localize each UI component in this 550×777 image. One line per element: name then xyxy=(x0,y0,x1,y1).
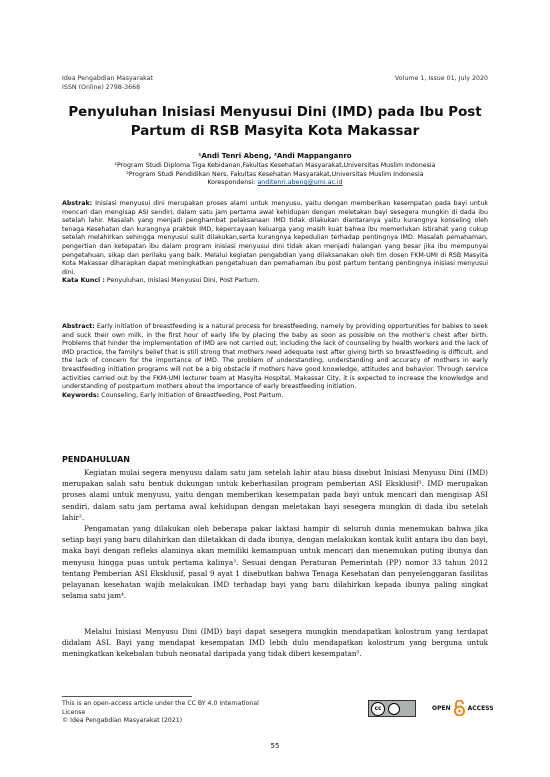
cc-icon: cc xyxy=(371,702,385,716)
abstrak-text: Inisiasi menyusui dini merupakan proses alami untuk menyusu, yaitu dengan memberikan kesempatan pada bayi untuk mencari dan mengisap ASI sendiri, dalam satu jam pertama awal kehidupan dengan meletakan bayi sesegera mungkin di dada ibu setelah lahir. Masalah yang menjadi penghambat pelaksanaan IMD tidak dilakukan diantaranya yaitu kurangnya konseling oleh tenaga Kesehatan dan kurangnya praktek IMD, kepercayaan keluarga yang masih kuat bahwa ibu memerlukan istirahat yang cukup setelah melahirkan sehingga menyusui sulit dilakukan,serta kurangnya kepedulian terhadap pentingnya IMD. Masalah pemahaman, pengertian dan ketepatan ibu dalam program inisiasi menyusui dini tidak akan menjadi halangan yang besar jika ibu mempunyai pengetahuan, sikap dan perilaku yang baik. Melalui kegiatan pengabdian yang dilaksanakan oleh tim dosen FKM-UMI di RSB Masyita Kota Makassar diharapkan dapat meningkatkan pengetahuan dan pemahaman ibu post partum tentang pentingnya inisiasi menyusui dini. xyxy=(62,200,488,276)
volume-issue: Volume 1, Issue 01, July 2020 xyxy=(394,75,488,82)
license-footer xyxy=(62,700,292,726)
kata-kunci-label: Kata Kunci : xyxy=(62,277,105,285)
access-label: ACCESS xyxy=(467,704,494,712)
footer-divider xyxy=(62,696,192,697)
cc-by-badge[interactable] xyxy=(368,700,416,717)
keywords-text: Counseling, Early Initiation of Breastfeeding, Post Partum. xyxy=(99,391,284,399)
abstract-label: Abstract: xyxy=(62,323,95,330)
correspondence-email-link[interactable]: anditenri.abeng@umi.ac.id xyxy=(257,179,343,187)
affiliation-2: ²Program Studi Pendidikan Ners, Fakultas Kesehatan Masyarakat,Universitas Muslim Indonesia xyxy=(126,170,424,178)
abstrak-label: Abstrak: xyxy=(62,200,93,207)
open-label: OPEN xyxy=(432,704,451,712)
keywords-label: Keywords: xyxy=(62,391,100,399)
section-title: PENDAHULUAN xyxy=(62,455,130,464)
by-person-icon xyxy=(388,703,400,715)
page-number: 55 xyxy=(270,742,280,750)
license-line-1: This is an open-access article under the CC BY 4.0 International xyxy=(62,700,259,707)
body-paragraph-2: Pengamatan yang dilakukan oleh beberapa pakar laktasi hampir di seluruh dunia menemukan bahwa jika setiap bayi yang baru dilahirkan dan diletakkan di dada ibunya, dengan melakukan kontak kulit antara ibu dan bayi, maka bayi dengan refleks alaminya akan memiliki kemampuan untuk mencari dan menemukan puting ibunya dan menyusu hingga puas untuk pertama kalinya³. Sesuai dengan Peraturan Pemerintah (PP) nomor 33 tahun 2012 tentang Pemberian ASI Eksklusif, pasal 9 ayat 1 disebutkan bahwa Tenaga Kesehatan dan penyelenggaran fasilitas pelayanan kesehatan wajib melakukan IMD terhadap bayi yang baru dilahirkan kepada ibunya paling singkat selama satu jam⁴. xyxy=(62,524,488,601)
issn: ISSN (Online) 2798-3668 xyxy=(62,84,141,91)
kata-kunci-text: Penyuluhan, Inisiasi Menyusui Dini, Post Partum. xyxy=(104,277,260,285)
body-paragraph-1: Kegiatan mulai segera menyusu dalam satu jam setelah lahir atau biasa disebut Inisiasi Menyusu Dini (IMD) merupakan salah satu bentuk dukungan untuk keberhasilan program pemberian ASI Eksklusif¹. IMD merupakan proses alami untuk menyusu, yaitu dengan memberikan kesempatan pada bayi untuk mencari dan mengisap ASI sendiri, dalam satu jam pertama awal kehidupan dengan meletakan bayi sesegera mungkin di dada ibu setelah lahir². xyxy=(62,468,488,522)
open-lock-icon xyxy=(454,700,465,716)
running-header xyxy=(62,74,488,92)
license-line-2: License xyxy=(62,708,86,716)
correspondence-label: Korespondensi: xyxy=(207,179,258,187)
affiliation-1: ¹Program Studi Diploma Tiga Kebidanan,Fakultas Kesehatan Masyarakat,Universitas Muslim Indonesia xyxy=(114,162,436,169)
journal-name: Idea Pengabdian Masyarakat xyxy=(62,75,153,82)
correspondence xyxy=(62,179,488,188)
copyright: © Idea Pengabdian Masyarakat (2021) xyxy=(62,717,183,724)
abstrak-block xyxy=(62,200,488,286)
authors: ¹Andi Tenri Abeng, ²Andi Mappanganro xyxy=(198,152,352,160)
open-access-logo xyxy=(432,700,494,716)
affiliations xyxy=(62,162,488,188)
abstract-block xyxy=(62,323,488,400)
body-paragraph-3: Melalui Inisiasi Menyusu Dini (IMD) bayi dapat sesegera mungkin mendapatkan kolostrum yang terdapat didalam ASI. Bayi yang mendapat kesempatan IMD lebih dulu mendapatkan kolostrum yang berguna untuk meningkatkan kekebalan tubuh neonatal daripada yang tidak diberi kesempatan⁵. xyxy=(62,627,488,659)
paper-title: Penyuluhan Inisiasi Menyusui Dini (IMD) pada Ibu Post Partum di RSB Masyita Kota Makassar xyxy=(68,105,482,139)
abstract-text: Early initiation of breastfeeding is a natural process for breastfeeding, namely by providing opportunities for babies to seek and suck their own milk, in the first hour of early life by placing the baby as soon as possible on the mother's chest after birth. Problems that hinder the implementation of IMD are not carried out, including the lack of counseling by health workers and the lack of IMD practice, the family's belief that is still strong that mothers need adequate rest after giving birth so breastfeeding is difficult, and the lack of concern for the importance of IMD. The problem of understanding, understanding and accuracy of mothers in early breastfeeding initiation programs will not be a big obstacle if mothers have good knowledge, attitudes and behavior. Through service activities carried out by the FKM-UMI lecturer team at Masyita Hospital, Makassar City, it is expected to increase the knowledge and understanding of postpartum mothers about the importance of early breastfeeding initiation. xyxy=(62,323,488,391)
